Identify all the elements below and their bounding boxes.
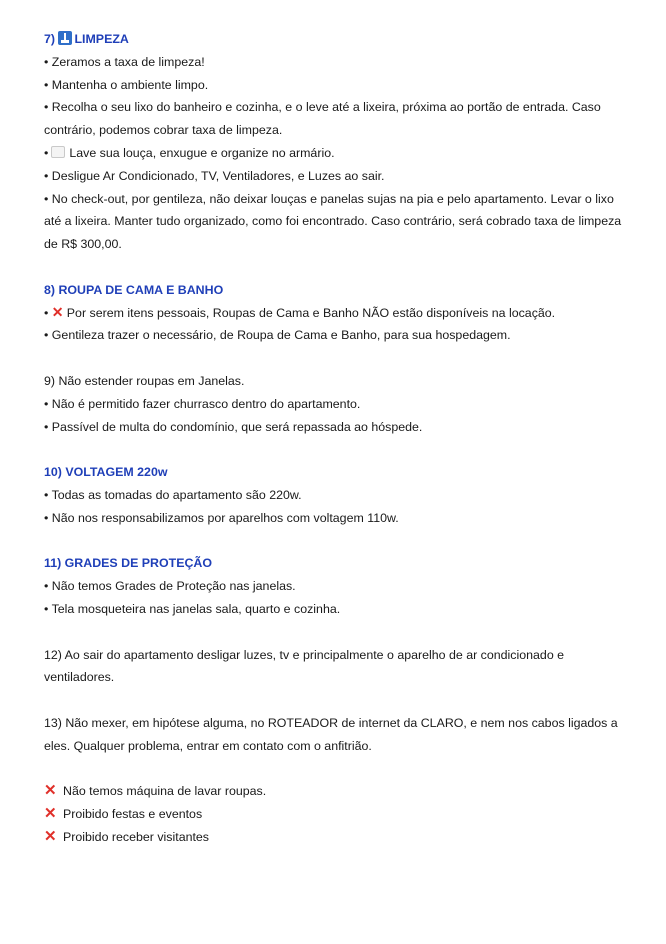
section-13-text: 13) Não mexer, em hipótese alguma, no ROTEADOR de internet da CLARO, e nem nos cabos ligados a [44, 715, 618, 730]
list-item: • Todas as tomadas do apartamento são 220w. [44, 487, 302, 502]
cross-mark-icon: ✕ [51, 303, 64, 320]
list-item: • ✕ Por serem itens pessoais, Roupas de Cama e Banho NÃO estão disponíveis na locação. [44, 303, 556, 320]
section-12-text: 12) Ao sair do apartamento desligar luzes, tv e principalmente o aparelho de ar condicionado e [44, 647, 565, 662]
cross-mark-icon: ✕ [44, 782, 57, 800]
section-7-title: LIMPEZA [74, 32, 129, 46]
list-item: • Gentileza trazer o necessário, de Roupa de Cama e Banho, para sua hospedagem. [44, 328, 511, 343]
list-item: • No check-out, por gentileza, não deixar louças e panelas sujas na pia e pelo apartamento. Levar o lixo [44, 191, 614, 206]
section-9-heading: 9) Não estender roupas em Janelas. [44, 373, 245, 388]
list-item: • Lave sua louça, enxugue e organize no armário. [44, 145, 335, 160]
list-item: • Não temos Grades de Proteção nas janelas. [44, 579, 296, 594]
section-7-number: 7) [44, 32, 59, 46]
section-11-heading: 11) GRADES DE PROTEÇÃO [44, 556, 212, 571]
prohibition-item: ✕ Proibido festas e eventos [44, 805, 203, 823]
list-item: • Não é permitido fazer churrasco dentro do apartamento. [44, 396, 361, 411]
section-13-text-continuation: eles. Qualquer problema, entrar em contato com o anfitrião. [44, 738, 372, 753]
list-item: • Zeramos a taxa de limpeza! [44, 54, 205, 69]
list-item-continuation: de R$ 300,00. [44, 237, 122, 252]
document-page [44, 28, 629, 849]
list-item: • Passível de multa do condomínio, que será repassada ao hóspede. [44, 419, 423, 434]
list-item-continuation: contrário, podemos cobrar taxa de limpeza. [44, 123, 283, 138]
list-item: • Não nos responsabilizamos por aparelhos com voltagem 110w. [44, 510, 399, 525]
cross-mark-icon: ✕ [44, 805, 57, 823]
prohibition-item: ✕ Não temos máquina de lavar roupas. [44, 782, 267, 800]
cross-mark-icon: ✕ [44, 827, 57, 845]
list-item: • Tela mosqueteira nas janelas sala, quarto e cozinha. [44, 601, 341, 616]
prohibition-item: ✕ Proibido receber visitantes [44, 827, 210, 845]
section-12-text-continuation: ventiladores. [44, 670, 115, 685]
broom-icon [58, 31, 72, 45]
section-7-heading [44, 28, 629, 51]
section-8-heading: 8) ROUPA DE CAMA E BANHO [44, 282, 224, 297]
list-item: • Desligue Ar Condicionado, TV, Ventiladores, e Luzes ao sair. [44, 168, 385, 183]
list-item: • Mantenha o ambiente limpo. [44, 77, 209, 92]
section-10-heading: 10) VOLTAGEM 220w [44, 465, 168, 480]
plate-icon [51, 146, 65, 158]
list-item: • Recolha o seu lixo do banheiro e cozinha, e o leve até a lixeira, próxima ao portão de entrada. Caso [44, 100, 601, 115]
list-item-continuation: até a lixeira. Manter tudo organizado, como foi encontrado. Caso contrário, será cobrado taxa de limpeza [44, 214, 622, 229]
